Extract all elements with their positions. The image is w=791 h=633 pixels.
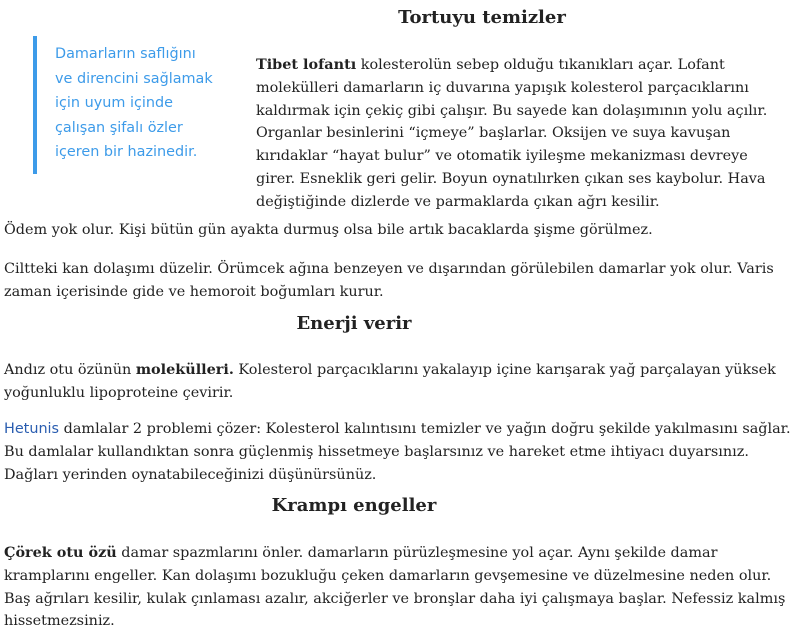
bold-corek-otu-ozu: Çörek otu özü: [4, 544, 117, 561]
text-line: Organlar besinlerini “içmeye” başlarlar. Oksijen ve suya kavuşan: [256, 125, 731, 142]
text-line: yoğunluklu lipoproteine çevirir.: [4, 384, 234, 401]
paragraph-tibet-lofanti: [256, 54, 767, 214]
text-line: girer. Esneklik geri gelir. Boyun oynatılırken çıkan ses kaybolur. Hava: [256, 170, 766, 187]
text-line: değiştiğinde dizlerde ve parmaklarda çıkan ağrı kesilir.: [256, 193, 660, 210]
text-line: Baş ağrıları kesilir, kulak çınlaması azalır, akciğerler ve bronşlar daha iyi çalışmaya başlar. Nefessiz kalmış: [4, 590, 786, 607]
paragraph-corek-otu: [4, 542, 785, 633]
pull-quote-line: çalışan şifalı özler: [55, 119, 183, 136]
text-line: kırıdaklar “hayat bulur” ve otomatik iyileşme mekanizması devreye: [256, 148, 748, 165]
text: kolesterolün sebep olduğu tıkanıkları açar. Lofant: [356, 57, 725, 73]
pull-quote-line: Damarların saflığını: [55, 46, 196, 62]
pull-quote: [33, 36, 253, 174]
heading-enerji-verir: Enerji verir: [296, 313, 412, 334]
paragraph-cilt: [4, 258, 774, 304]
pull-quote-line: içeren bir hazinedir.: [55, 144, 198, 161]
hetunis-link[interactable]: Hetunis: [4, 421, 60, 437]
text-line: Ciltteki kan dolaşımı düzelir. Örümcek ağına benzeyen ve dışarından görülebilen damarlar yok olur. Varis: [4, 261, 774, 277]
heading-krampi-engeller: Krampı engeller: [271, 495, 437, 516]
paragraph-odem: Ödem yok olur. Kişi bütün gün ayakta durmuş olsa bile artık bacaklarda şişme görülmez.: [4, 222, 653, 238]
text-line: molekülleri damarların iç duvarına yapışık kolesterol parçacıklarını: [256, 79, 749, 96]
bold-tibet-lofanti: Tibet lofantı: [256, 56, 357, 73]
text-line: Bu damlalar kullandıktan sonra güçlenmiş hissetmeye başlarsınız ve hareket etme ihtiyacı duyarsınız.: [4, 443, 749, 460]
text-line: kramplarını engeller. Kan dolaşımı bozukluğu çeken damarların gevşemesine ve düzelmesine neden olur.: [4, 567, 772, 584]
pull-quote-line: ve direncini sağlamak: [55, 70, 213, 87]
text: Andız otu özünün: [4, 362, 136, 378]
paragraph-hetunis: [4, 418, 791, 486]
text: damlalar 2 problemi çözer: Kolesterol kalıntısını temizler ve yağın doğru şekilde yakılmasını sağlar.: [59, 421, 791, 437]
text-line: hissetmezsiniz.: [4, 613, 115, 630]
pull-quote-line: için uyum içinde: [55, 95, 173, 112]
paragraph-andiz-otu: [4, 359, 776, 405]
text: Kolesterol parçacıklarını yakalayıp içine karışarak yağ parçalayan yüksek: [233, 362, 776, 378]
text-line: Dağları yerinden oynatabileceğinizi düşünürsünüz.: [4, 466, 377, 483]
heading-tortuyu-temizler: Tortuyu temizler: [398, 7, 566, 28]
bold-molekulleri: molekülleri.: [135, 361, 234, 378]
text-line: zaman içerisinde gide ve hemoroit boğumları kurur.: [4, 283, 384, 300]
text-line: kaldırmak için çekiç gibi çalışır. Bu sayede kan dolaşımının yolu açılır.: [256, 102, 768, 119]
text: damar spazmlarını önler. damarların pürüzleşmesine yol açar. Aynı şekilde damar: [116, 545, 718, 561]
